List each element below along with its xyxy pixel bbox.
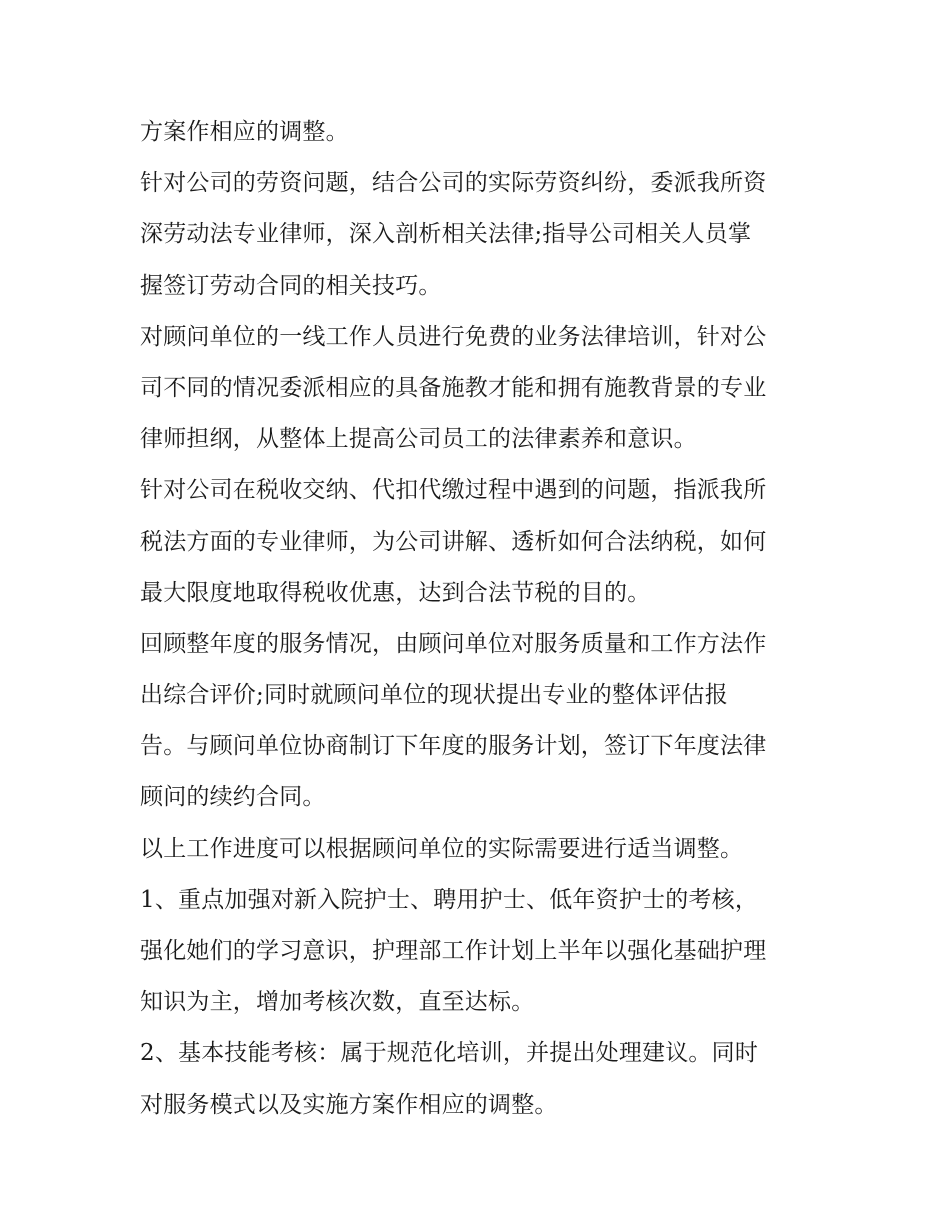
text-line: 回顾整年度的服务情况，由顾问单位对服务质量和工作方法作 xyxy=(140,630,767,657)
text-line: 1、重点加强对新入院护士、聘用护士、低年资护士的考核， xyxy=(140,886,759,913)
text-line: 2、基本技能考核：属于规范化培训，并提出处理建议。同时 xyxy=(140,1040,759,1067)
text-line: 对服务模式以及实施方案作相应的调整。 xyxy=(140,1091,558,1118)
text-line: 税法方面的专业律师，为公司讲解、透析如何合法纳税，如何 xyxy=(140,528,767,555)
text-line: 对顾问单位的一线工作人员进行免费的业务法律培训，针对公 xyxy=(140,323,767,350)
text-line: 针对公司的劳资问题，结合公司的实际劳资纠纷，委派我所资 xyxy=(140,170,767,197)
text-line: 知识为主，增加考核次数，直至达标。 xyxy=(140,989,535,1016)
text-line: 方案作相应的调整。 xyxy=(140,119,349,145)
text-line: 告。与顾问单位协商制订下年度的服务计划，签订下年度法律 xyxy=(140,733,767,760)
text-line: 最大限度地取得税收优惠，达到合法节税的目的。 xyxy=(140,579,651,606)
text-line: 针对公司在税收交纳、代扣代缴过程中遇到的问题，指派我所 xyxy=(140,477,767,504)
text-line: 出综合评价;同时就顾问单位的现状提出专业的整体评估报 xyxy=(140,682,728,709)
text-line: 顾问的续约合同。 xyxy=(140,784,326,811)
text-line: 深劳动法专业律师，深入剖析相关法律;指导公司相关人员掌 xyxy=(140,221,752,248)
text-line: 律师担纲，从整体上提高公司员工的法律素养和意识。 xyxy=(140,426,697,453)
document-body xyxy=(140,107,820,1131)
text-line: 强化她们的学习意识，护理部工作计划上半年以强化基础护理 xyxy=(140,938,767,964)
text-line: 以上工作进度可以根据顾问单位的实际需要进行适当调整。 xyxy=(140,835,744,862)
text-line: 司不同的情况委派相应的具备施教才能和拥有施教背景的专业 xyxy=(140,374,767,401)
text-line: 握签订劳动合同的相关技巧。 xyxy=(140,272,442,299)
